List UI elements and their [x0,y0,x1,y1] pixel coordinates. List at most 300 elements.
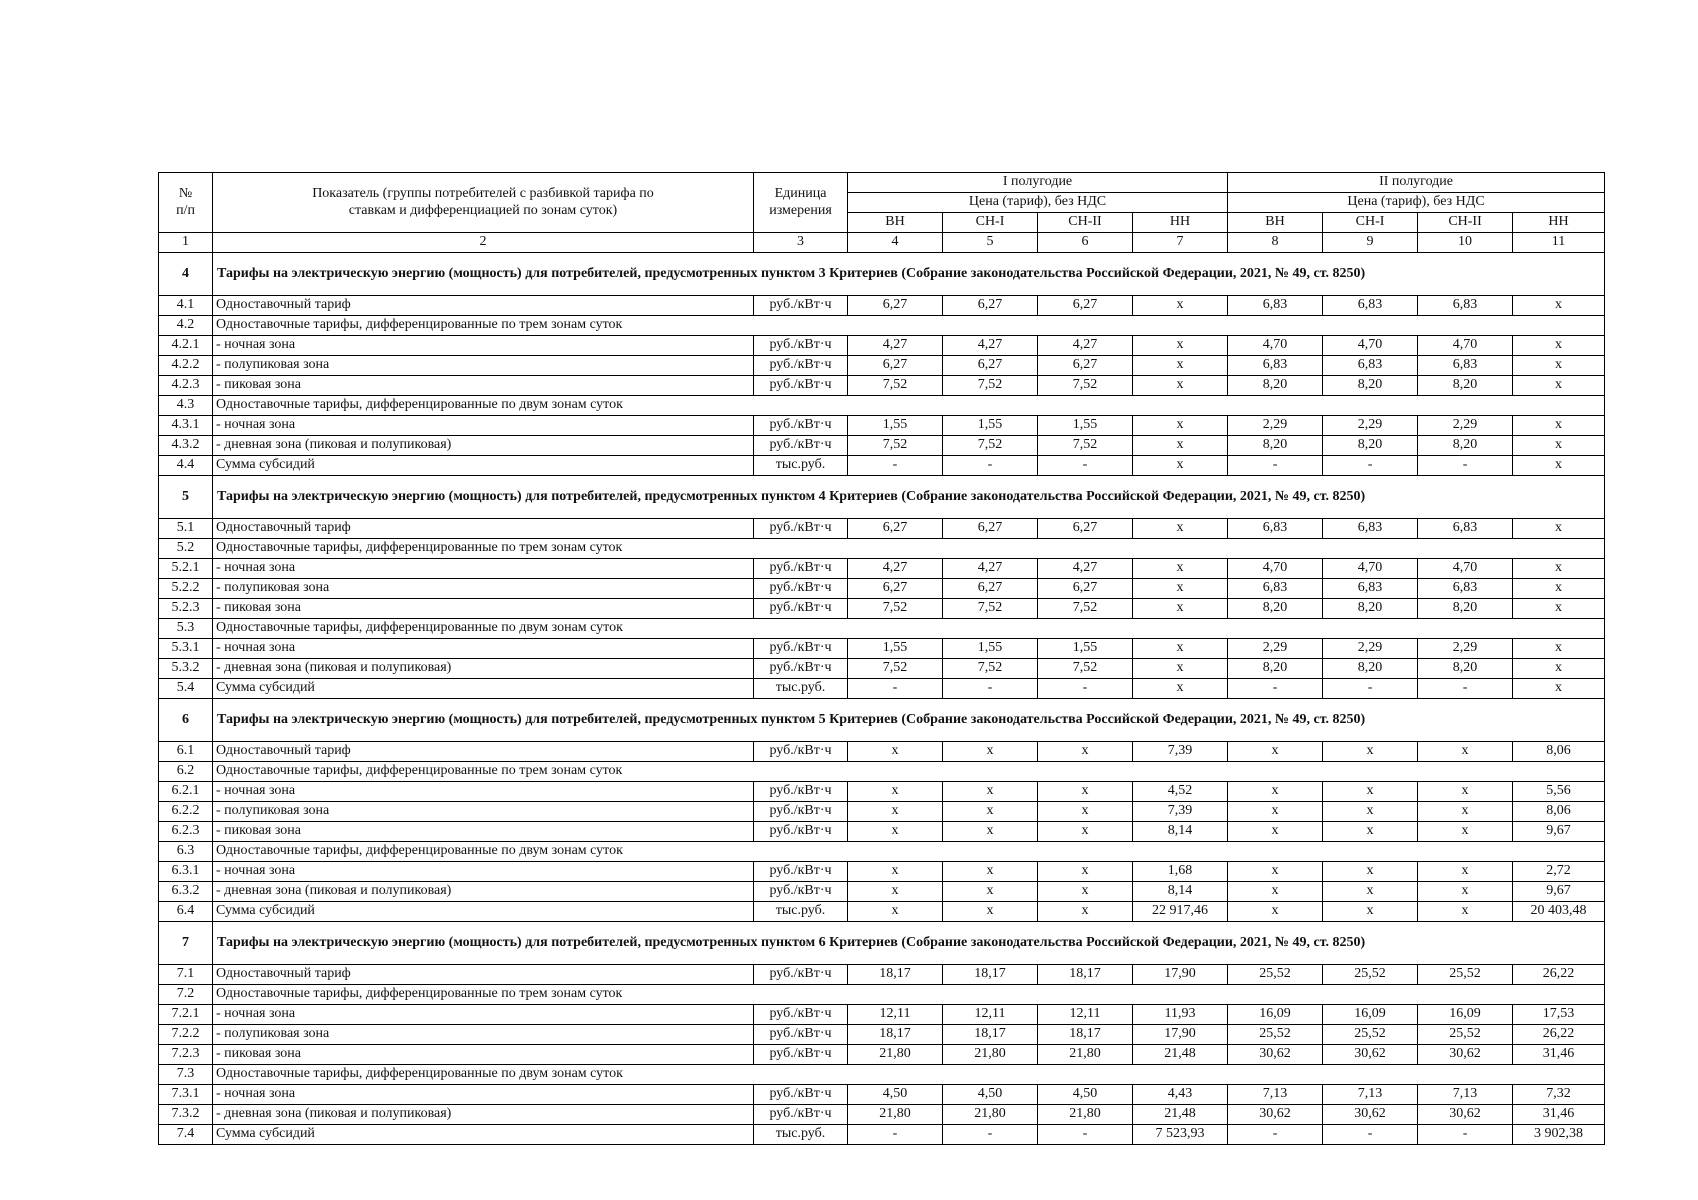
value-cell: х [1323,882,1418,902]
value-cell: х [1038,802,1133,822]
row-unit: руб./кВт·ч [754,639,848,659]
section-title: Тарифы на электрическую энергию (мощность) для потребителей, предусмотренных пунктом 4 Критериев (Собрание законодательства Российской Федерации, 2021, № 49, ст. 8250) [213,476,1605,519]
header-unit: Единица измерения [754,173,848,233]
value-cell: х [1228,882,1323,902]
value-cell: 6,83 [1418,356,1513,376]
header-level: ВН [1228,213,1323,233]
value-cell: х [1513,376,1605,396]
value-cell: 8,20 [1323,436,1418,456]
value-cell: - [1038,1125,1133,1145]
column-number: 3 [754,233,848,253]
value-cell: 4,27 [943,559,1038,579]
row-number: 5.2.2 [159,579,213,599]
row-unit: руб./кВт·ч [754,862,848,882]
value-cell: 6,27 [1038,519,1133,539]
value-cell: 4,27 [1038,336,1133,356]
value-cell: х [943,782,1038,802]
value-cell: х [1513,679,1605,699]
value-cell: 26,22 [1513,1025,1605,1045]
value-cell: 7,52 [943,659,1038,679]
header-level: СН-I [1323,213,1418,233]
value-cell: 6,27 [1038,356,1133,376]
row-number: 5.2.3 [159,599,213,619]
value-cell: - [1323,679,1418,699]
value-cell: 8,20 [1418,376,1513,396]
value-cell: 6,83 [1418,579,1513,599]
table-row [159,762,1605,782]
row-unit: руб./кВт·ч [754,296,848,316]
table-row [159,519,1605,539]
column-number: 1 [159,233,213,253]
column-number: 5 [943,233,1038,253]
value-cell: - [1228,456,1323,476]
value-cell: 4,52 [1133,782,1228,802]
value-cell: 8,20 [1418,599,1513,619]
value-cell: х [1133,559,1228,579]
table-row [159,1065,1605,1085]
section-title: Тарифы на электрическую энергию (мощность) для потребителей, предусмотренных пунктом 6 Критериев (Собрание законодательства Российской Федерации, 2021, № 49, ст. 8250) [213,922,1605,965]
value-cell: х [1228,862,1323,882]
row-label: Одноставочный тариф [213,742,754,762]
row-unit: руб./кВт·ч [754,965,848,985]
value-cell: х [1513,336,1605,356]
value-cell: 4,27 [943,336,1038,356]
section-number: 7 [159,922,213,965]
row-number: 4.3.2 [159,436,213,456]
table-row [159,782,1605,802]
section-title: Тарифы на электрическую энергию (мощность) для потребителей, предусмотренных пунктом 5 Критериев (Собрание законодательства Российской Федерации, 2021, № 49, ст. 8250) [213,699,1605,742]
value-cell: 4,70 [1418,559,1513,579]
value-cell: 6,27 [848,296,943,316]
value-cell: х [1133,679,1228,699]
row-number: 6.2.3 [159,822,213,842]
value-cell: 4,70 [1228,336,1323,356]
value-cell: 18,17 [848,965,943,985]
value-cell: х [1133,519,1228,539]
value-cell: 8,06 [1513,802,1605,822]
value-cell: 7,52 [848,659,943,679]
value-cell: х [1133,416,1228,436]
value-cell: 8,14 [1133,822,1228,842]
table-row [159,1125,1605,1145]
value-cell: 25,52 [1323,965,1418,985]
value-cell: 8,06 [1513,742,1605,762]
row-number: 5.3.1 [159,639,213,659]
value-cell: 21,80 [943,1105,1038,1125]
value-cell: - [1418,679,1513,699]
value-cell: х [848,742,943,762]
row-label: - пиковая зона [213,1045,754,1065]
column-number: 8 [1228,233,1323,253]
row-unit: тыс.руб. [754,1125,848,1145]
value-cell: х [1038,862,1133,882]
value-cell: х [1133,436,1228,456]
value-cell: х [1323,782,1418,802]
value-cell: 18,17 [943,965,1038,985]
row-label: - дневная зона (пиковая и полупиковая) [213,1105,754,1125]
value-cell: 4,43 [1133,1085,1228,1105]
row-number: 5.2 [159,539,213,559]
row-number: 7.2.3 [159,1045,213,1065]
row-unit: руб./кВт·ч [754,436,848,456]
row-unit: тыс.руб. [754,456,848,476]
value-cell: 25,52 [1228,1025,1323,1045]
value-cell: 18,17 [1038,965,1133,985]
column-number: 2 [213,233,754,253]
row-number: 7.3 [159,1065,213,1085]
table-row [159,842,1605,862]
row-label: Сумма субсидий [213,456,754,476]
value-cell: х [1133,356,1228,376]
value-cell: х [1133,659,1228,679]
value-cell: 12,11 [848,1005,943,1025]
value-cell: 7,13 [1418,1085,1513,1105]
row-number: 6.1 [159,742,213,762]
value-cell: 30,62 [1418,1105,1513,1125]
table-row [159,579,1605,599]
value-cell: 9,67 [1513,882,1605,902]
section-header-row [159,253,1605,296]
value-cell: х [1418,742,1513,762]
value-cell: 4,27 [848,336,943,356]
value-cell: 9,67 [1513,822,1605,842]
row-number: 7.3.1 [159,1085,213,1105]
value-cell: 6,83 [1228,296,1323,316]
header-level: СН-II [1418,213,1513,233]
value-cell: 25,52 [1228,965,1323,985]
value-cell: - [1418,456,1513,476]
table-row [159,742,1605,762]
row-label: Одноставочные тарифы, дифференцированные по трем зонам суток [213,539,1605,559]
value-cell: х [1418,822,1513,842]
value-cell: х [943,882,1038,902]
value-cell: 21,80 [848,1105,943,1125]
value-cell: 2,29 [1228,639,1323,659]
value-cell: х [1513,599,1605,619]
row-unit: руб./кВт·ч [754,1025,848,1045]
value-cell: 8,20 [1418,659,1513,679]
value-cell: 17,53 [1513,1005,1605,1025]
row-label: - полупиковая зона [213,356,754,376]
row-number: 5.3 [159,619,213,639]
row-unit: руб./кВт·ч [754,356,848,376]
value-cell: 7,13 [1323,1085,1418,1105]
value-cell: х [1513,416,1605,436]
header-half1: I полугодие [848,173,1228,193]
row-unit: руб./кВт·ч [754,659,848,679]
value-cell: 7,52 [1038,659,1133,679]
table-row [159,1105,1605,1125]
column-number: 6 [1038,233,1133,253]
value-cell: х [1228,802,1323,822]
value-cell: х [1133,456,1228,476]
value-cell: 1,55 [943,416,1038,436]
value-cell: 20 403,48 [1513,902,1605,922]
value-cell: - [1038,679,1133,699]
value-cell: 8,20 [1228,376,1323,396]
header-price-1: Цена (тариф), без НДС [848,193,1228,213]
value-cell: 21,80 [1038,1045,1133,1065]
value-cell: х [1513,296,1605,316]
value-cell: 6,27 [943,579,1038,599]
value-cell: 1,55 [848,416,943,436]
column-number: 7 [1133,233,1228,253]
row-number: 5.3.2 [159,659,213,679]
value-cell: 6,83 [1323,296,1418,316]
column-number: 9 [1323,233,1418,253]
value-cell: 22 917,46 [1133,902,1228,922]
value-cell: 21,48 [1133,1105,1228,1125]
value-cell: 7,32 [1513,1085,1605,1105]
value-cell: х [848,802,943,822]
value-cell: 16,09 [1228,1005,1323,1025]
table-row [159,436,1605,456]
table-row [159,336,1605,356]
value-cell: - [1323,1125,1418,1145]
value-cell: 3 902,38 [1513,1125,1605,1145]
value-cell: х [1513,659,1605,679]
table-row [159,985,1605,1005]
table-row [159,882,1605,902]
value-cell: 25,52 [1418,1025,1513,1045]
row-number: 7.1 [159,965,213,985]
value-cell: 25,52 [1418,965,1513,985]
table-row [159,539,1605,559]
value-cell: 25,52 [1323,1025,1418,1045]
value-cell: 6,83 [1228,356,1323,376]
section-title: Тарифы на электрическую энергию (мощность) для потребителей, предусмотренных пунктом 3 Критериев (Собрание законодательства Российской Федерации, 2021, № 49, ст. 8250) [213,253,1605,296]
row-unit: руб./кВт·ч [754,882,848,902]
row-label: - пиковая зона [213,822,754,842]
value-cell: х [943,862,1038,882]
value-cell: х [1513,579,1605,599]
value-cell: х [1323,902,1418,922]
value-cell: 7 523,93 [1133,1125,1228,1145]
row-label: - дневная зона (пиковая и полупиковая) [213,882,754,902]
value-cell: х [943,902,1038,922]
value-cell: 18,17 [1038,1025,1133,1045]
row-label: Сумма субсидий [213,902,754,922]
value-cell: 7,52 [1038,599,1133,619]
value-cell: 12,11 [1038,1005,1133,1025]
table-row [159,1025,1605,1045]
row-label: - ночная зона [213,862,754,882]
header-num: № п/п [159,173,213,233]
value-cell: х [848,822,943,842]
value-cell: х [1228,782,1323,802]
value-cell: 7,39 [1133,802,1228,822]
table-row [159,296,1605,316]
row-label: Сумма субсидий [213,1125,754,1145]
table-row [159,376,1605,396]
row-label: - дневная зона (пиковая и полупиковая) [213,436,754,456]
value-cell: - [943,456,1038,476]
row-label: - пиковая зона [213,599,754,619]
table-row [159,822,1605,842]
header-level: ВН [848,213,943,233]
row-number: 5.2.1 [159,559,213,579]
value-cell: 4,70 [1418,336,1513,356]
value-cell: 4,50 [848,1085,943,1105]
row-number: 4.1 [159,296,213,316]
value-cell: х [1038,742,1133,762]
value-cell: 26,22 [1513,965,1605,985]
table-row [159,679,1605,699]
value-cell: - [1418,1125,1513,1145]
value-cell: - [848,679,943,699]
value-cell: 7,52 [1038,376,1133,396]
value-cell: х [1418,802,1513,822]
value-cell: 21,80 [943,1045,1038,1065]
row-number: 7.2 [159,985,213,1005]
value-cell: 30,62 [1228,1105,1323,1125]
row-label: Одноставочные тарифы, дифференцированные по двум зонам суток [213,396,1605,416]
row-unit: руб./кВт·ч [754,1005,848,1025]
value-cell: 6,27 [848,356,943,376]
value-cell: х [1513,559,1605,579]
value-cell: 4,50 [1038,1085,1133,1105]
row-label: Одноставочный тариф [213,519,754,539]
header-price-2: Цена (тариф), без НДС [1228,193,1605,213]
section-header-row [159,699,1605,742]
row-unit: руб./кВт·ч [754,559,848,579]
row-label: Одноставочный тариф [213,296,754,316]
value-cell: 21,80 [1038,1105,1133,1125]
value-cell: 6,27 [943,519,1038,539]
value-cell: х [1133,579,1228,599]
row-number: 6.2.1 [159,782,213,802]
value-cell: х [1133,296,1228,316]
value-cell: - [848,456,943,476]
column-number: 10 [1418,233,1513,253]
row-unit: руб./кВт·ч [754,1045,848,1065]
value-cell: 7,52 [943,599,1038,619]
value-cell: х [1418,782,1513,802]
value-cell: х [1418,862,1513,882]
row-unit: руб./кВт·ч [754,822,848,842]
value-cell: х [1418,882,1513,902]
row-unit: руб./кВт·ч [754,336,848,356]
table-row [159,1045,1605,1065]
row-number: 4.2.2 [159,356,213,376]
value-cell: 2,29 [1418,416,1513,436]
value-cell: 2,29 [1228,416,1323,436]
row-label: - ночная зона [213,1085,754,1105]
column-number: 4 [848,233,943,253]
table-row [159,356,1605,376]
value-cell: 8,20 [1323,659,1418,679]
table-row [159,456,1605,476]
value-cell: х [848,782,943,802]
row-number: 4.3 [159,396,213,416]
value-cell: х [1323,822,1418,842]
value-cell: 8,20 [1323,376,1418,396]
value-cell: 6,27 [1038,579,1133,599]
table-row [159,639,1605,659]
value-cell: х [1228,822,1323,842]
row-label: - пиковая зона [213,376,754,396]
table-row [159,559,1605,579]
value-cell: х [1418,902,1513,922]
value-cell: - [848,1125,943,1145]
row-number: 6.3 [159,842,213,862]
row-unit: руб./кВт·ч [754,376,848,396]
header-level: НН [1133,213,1228,233]
value-cell: 11,93 [1133,1005,1228,1025]
value-cell: х [1513,519,1605,539]
value-cell: - [943,1125,1038,1145]
row-unit: тыс.руб. [754,902,848,922]
value-cell: х [1228,902,1323,922]
row-label: Одноставочные тарифы, дифференцированные по трем зонам суток [213,316,1605,336]
value-cell: 2,29 [1418,639,1513,659]
row-label: Одноставочные тарифы, дифференцированные по двум зонам суток [213,842,1605,862]
header-level: СН-II [1038,213,1133,233]
value-cell: х [1038,822,1133,842]
value-cell: 16,09 [1323,1005,1418,1025]
value-cell: 8,20 [1323,599,1418,619]
row-label: - ночная зона [213,559,754,579]
table-row [159,599,1605,619]
table-row [159,802,1605,822]
value-cell: х [1513,436,1605,456]
value-cell: х [1133,639,1228,659]
value-cell: - [1038,456,1133,476]
row-label: Одноставочные тарифы, дифференцированные по двум зонам суток [213,1065,1605,1085]
row-number: 6.3.2 [159,882,213,902]
row-unit: руб./кВт·ч [754,416,848,436]
value-cell: х [1513,639,1605,659]
row-unit: руб./кВт·ч [754,599,848,619]
table-row [159,1085,1605,1105]
table-row [159,1005,1605,1025]
value-cell: 6,83 [1323,356,1418,376]
row-unit: руб./кВт·ч [754,1105,848,1125]
value-cell: 7,52 [943,376,1038,396]
value-cell: х [1228,742,1323,762]
row-unit: тыс.руб. [754,679,848,699]
value-cell: 17,90 [1133,965,1228,985]
section-header-row [159,922,1605,965]
value-cell: 1,55 [943,639,1038,659]
value-cell: 7,13 [1228,1085,1323,1105]
row-number: 6.4 [159,902,213,922]
value-cell: 30,62 [1323,1105,1418,1125]
value-cell: х [943,822,1038,842]
value-cell: 4,50 [943,1085,1038,1105]
value-cell: 1,55 [1038,639,1133,659]
row-number: 7.2.2 [159,1025,213,1045]
value-cell: х [1038,882,1133,902]
value-cell: - [1228,679,1323,699]
value-cell: 2,29 [1323,639,1418,659]
table-row [159,902,1605,922]
table-row [159,862,1605,882]
table-row [159,416,1605,436]
row-label: Одноставочные тарифы, дифференцированные по трем зонам суток [213,985,1605,1005]
row-unit: руб./кВт·ч [754,1085,848,1105]
row-label: - полупиковая зона [213,802,754,822]
value-cell: 7,52 [943,436,1038,456]
row-unit: руб./кВт·ч [754,579,848,599]
value-cell: х [1133,599,1228,619]
value-cell: 6,27 [848,579,943,599]
table-row [159,965,1605,985]
value-cell: 8,20 [1228,599,1323,619]
header-indicator: Показатель (группы потребителей с разбивкой тарифа по ставкам и дифференциацией по зонам суток) [213,173,754,233]
value-cell: 18,17 [943,1025,1038,1045]
row-label: - ночная зона [213,1005,754,1025]
